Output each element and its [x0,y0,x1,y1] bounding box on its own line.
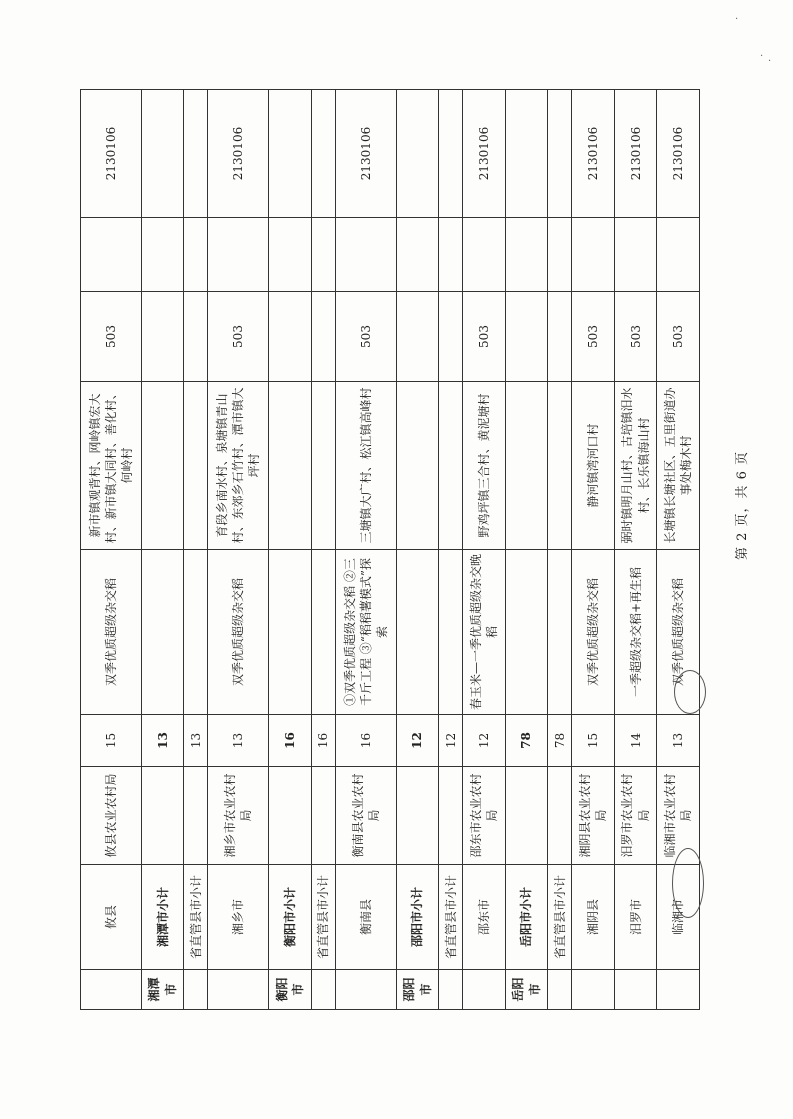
scan-speck: · [735,14,739,25]
cell-code1: 503 [572,292,614,382]
cell-city [614,970,656,1010]
table-row [335,90,396,1010]
cell-code3: 2130106 [208,90,269,218]
cell-code1: 503 [463,292,505,382]
cell-county: 临湘市 [657,865,700,970]
page-footer: 第 2 页，共 6 页 [735,450,750,560]
table-row [614,90,656,1010]
rotated-table-container [80,90,700,1010]
cell-city [335,970,396,1010]
cell-county: 省直管县市小计 [439,865,463,970]
cell-county: 岳阳市小计 [505,865,547,970]
cell-tech: 春玉米—一季优质超级杂交晚稻 [463,550,505,715]
cell-county: 邵阳市小计 [396,865,438,970]
table-row [184,90,208,1010]
cell-code3: 2130106 [335,90,396,218]
cell-code1 [548,292,572,382]
cell-city: 衡阳市 [269,970,311,1010]
cell-code2 [81,218,142,292]
cell-city: 岳阳市 [505,970,547,1010]
cell-county: 省直管县市小计 [548,865,572,970]
cell-code1: 503 [81,292,142,382]
cell-unit: 衡南县农业农村局 [335,767,396,865]
cell-code3 [439,90,463,218]
table-row [311,90,335,1010]
cell-tech [505,550,547,715]
cell-villages [184,382,208,550]
cell-unit: 邵东市农业农村局 [463,767,505,865]
cell-county: 邵东市 [463,865,505,970]
cell-code3 [548,90,572,218]
cell-score: 13 [184,715,208,767]
cell-score: 13 [657,715,700,767]
cell-score: 15 [572,715,614,767]
cell-villages [269,382,311,550]
table-row [548,90,572,1010]
cell-code2 [439,218,463,292]
cell-unit: 汨罗市农业农村局 [614,767,656,865]
cell-villages: 育段乡南水村、泉塘镇青山村、东郊乡石竹村、潭市镇大坪村 [208,382,269,550]
cell-code1: 503 [208,292,269,382]
cell-score: 13 [141,715,183,767]
cell-code3: 2130106 [614,90,656,218]
cell-score: 16 [269,715,311,767]
cell-score: 16 [335,715,396,767]
cell-tech: ①双季优质超级杂交稻 ②三千斤工程 ③“稻稻薯模式”探索 [335,550,396,715]
cell-code1: 503 [657,292,700,382]
cell-tech: 双季优质超级杂交稻 [208,550,269,715]
cell-tech: 双季优质超级杂交稻 [572,550,614,715]
cell-code3: 2130106 [81,90,142,218]
scan-speck: . [760,48,764,59]
cell-code3 [184,90,208,218]
cell-unit [396,767,438,865]
cell-code2 [572,218,614,292]
cell-code1 [141,292,183,382]
cell-villages [141,382,183,550]
cell-county: 省直管县市小计 [184,865,208,970]
cell-tech [141,550,183,715]
cell-unit [141,767,183,865]
cell-county: 攸县 [81,865,142,970]
cell-code1 [439,292,463,382]
cell-city: 邵阳市 [396,970,438,1010]
cell-code2 [396,218,438,292]
cell-city [81,970,142,1010]
cell-score: 12 [463,715,505,767]
cell-code1: 503 [614,292,656,382]
cell-villages [396,382,438,550]
cell-county: 汨罗市 [614,865,656,970]
cell-tech: 一季超级杂交稻+再生稻 [614,550,656,715]
table-row [572,90,614,1010]
cell-villages: 新市镇观背村、网岭镇宏大村、新市镇大同村、善化村、何岭村 [81,382,142,550]
cell-unit: 湘阴县农业农村局 [572,767,614,865]
cell-code1 [396,292,438,382]
table-row [208,90,269,1010]
cell-villages [505,382,547,550]
cell-city [311,970,335,1010]
cell-score: 16 [311,715,335,767]
cell-villages [311,382,335,550]
cell-score: 14 [614,715,656,767]
cell-city [463,970,505,1010]
cell-score: 78 [548,715,572,767]
cell-score: 15 [81,715,142,767]
cell-unit: 攸县农业农村局 [81,767,142,865]
table-row [439,90,463,1010]
cell-code2 [184,218,208,292]
cell-villages: 长塘镇长塘社区、五里街道办事处梅木村 [657,382,700,550]
cell-tech: 双季优质超级杂交稻 [657,550,700,715]
cell-code2 [463,218,505,292]
cell-county: 衡南县 [335,865,396,970]
cell-villages: 静河镇湾河口村 [572,382,614,550]
table-row [141,90,183,1010]
hand-drawn-circle-county [672,848,704,918]
cell-code2 [141,218,183,292]
cell-code3: 2130106 [572,90,614,218]
cell-villages: 弼时镇明月山村、古培镇汨水村、长乐镇海山村 [614,382,656,550]
cell-tech [548,550,572,715]
cell-code2 [657,218,700,292]
cell-code3: 2130106 [463,90,505,218]
cell-code3 [311,90,335,218]
cell-code2 [505,218,547,292]
cell-code1: 503 [335,292,396,382]
cell-code2 [614,218,656,292]
cell-city [572,970,614,1010]
cell-tech: 双季优质超级杂交稻 [81,550,142,715]
cell-code2 [548,218,572,292]
cell-score: 12 [396,715,438,767]
cell-code2 [269,218,311,292]
cell-code3 [269,90,311,218]
cell-code2 [311,218,335,292]
hand-drawn-circle-score [674,670,706,714]
table-row [269,90,311,1010]
table-row [396,90,438,1010]
cell-county: 湘阴县 [572,865,614,970]
cell-villages [548,382,572,550]
cell-unit [184,767,208,865]
cell-code3: 2130106 [657,90,700,218]
cell-code1 [269,292,311,382]
cell-code1 [184,292,208,382]
cell-code1 [505,292,547,382]
cell-villages: 三塘镇大广村、松江镇高峰村 [335,382,396,550]
cell-tech [311,550,335,715]
cell-unit: 湘乡市农业农村局 [208,767,269,865]
cell-city [548,970,572,1010]
cell-city [208,970,269,1010]
cell-unit [505,767,547,865]
table-row [463,90,505,1010]
cell-city [657,970,700,1010]
cell-county: 衡阳市小计 [269,865,311,970]
cell-county: 湘乡市 [208,865,269,970]
table-body [81,90,700,1010]
cell-tech [439,550,463,715]
cell-villages [439,382,463,550]
cell-code3 [396,90,438,218]
cell-unit [439,767,463,865]
cell-villages: 野鸡坪镇三合村、黄泥塘村 [463,382,505,550]
cell-code2 [335,218,396,292]
cell-score: 12 [439,715,463,767]
cell-city: 湘潭市 [141,970,183,1010]
cell-unit [548,767,572,865]
cell-tech [396,550,438,715]
cell-tech [184,550,208,715]
cell-code2 [208,218,269,292]
cell-code1 [311,292,335,382]
scan-speck: · [768,56,772,67]
cell-score: 13 [208,715,269,767]
cell-score: 78 [505,715,547,767]
cell-county: 省直管县市小计 [311,865,335,970]
cell-city [439,970,463,1010]
cell-county: 湘潭市小计 [141,865,183,970]
cell-unit [311,767,335,865]
cell-city [184,970,208,1010]
cell-tech [269,550,311,715]
cell-code3 [141,90,183,218]
cell-code3 [505,90,547,218]
table-row [81,90,142,1010]
cell-unit: 临湘市农业农村局 [657,767,700,865]
table-row [505,90,547,1010]
cell-unit [269,767,311,865]
data-table [80,89,700,1010]
